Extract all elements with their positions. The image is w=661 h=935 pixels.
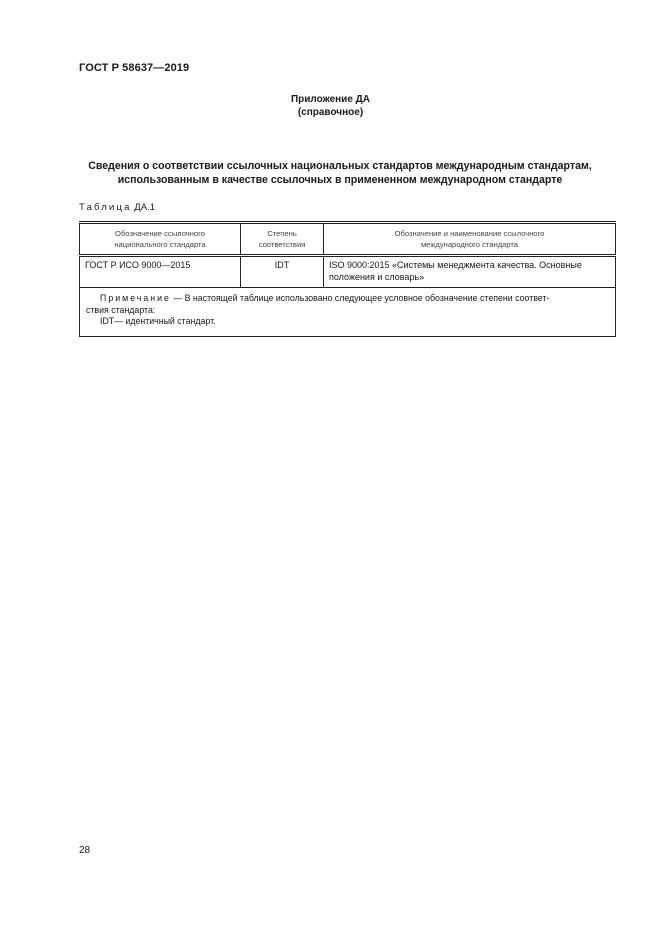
annex-subtitle: (справочное) xyxy=(297,107,364,118)
annex-title: Приложение ДА xyxy=(290,94,371,105)
header-degree-line1: Степень xyxy=(267,229,297,238)
note-text-line1-cont: ствия стандарта: xyxy=(86,304,156,315)
table-note xyxy=(80,288,616,337)
table-caption xyxy=(79,202,155,213)
header-international-line1: Обозначение и наименование ссылочного xyxy=(394,229,545,238)
table-row xyxy=(80,256,616,288)
annex-heading xyxy=(0,93,661,119)
note-text-line2: IDT— идентичный стандарт. xyxy=(100,316,216,326)
section-title xyxy=(70,159,610,187)
table-caption-word: Таблица xyxy=(79,202,132,213)
note-text-line1: — В настоящей таблице использовано следующее условное обозначение степени соответ- xyxy=(170,293,550,303)
cell-international-standard: ISO 9000:2015 «Системы менеджмента качества. Основные положения и словарь» xyxy=(324,256,616,288)
cell-degree: IDT xyxy=(241,256,324,288)
note-line1 xyxy=(86,293,609,305)
header-national-standard xyxy=(80,223,241,256)
section-title-line1: Сведения о соответствии ссылочных национальных стандартов международным стандартам, xyxy=(88,160,592,172)
header-degree-line2: соответствия xyxy=(258,239,306,249)
section-title-line2: использованным в качестве ссылочных в примененном международном стандарте xyxy=(117,174,563,186)
header-degree xyxy=(241,223,324,256)
table-caption-id: ДА.1 xyxy=(134,202,155,213)
note-label: Примечание xyxy=(100,293,171,303)
table-header-row xyxy=(80,223,616,256)
header-national-line2: национального стандарта xyxy=(114,239,206,249)
header-international-standard xyxy=(324,223,616,256)
cell-national-standard: ГОСТ Р ИСО 9000—2015 xyxy=(80,256,241,288)
table-note-row xyxy=(80,288,616,337)
reference-table xyxy=(79,221,616,337)
document-code: ГОСТ Р 58637—2019 xyxy=(79,62,190,74)
header-national-line1: Обозначение ссылочного xyxy=(115,229,205,238)
page-number: 28 xyxy=(79,845,91,856)
header-international-line2: международного стандарта xyxy=(420,239,519,249)
